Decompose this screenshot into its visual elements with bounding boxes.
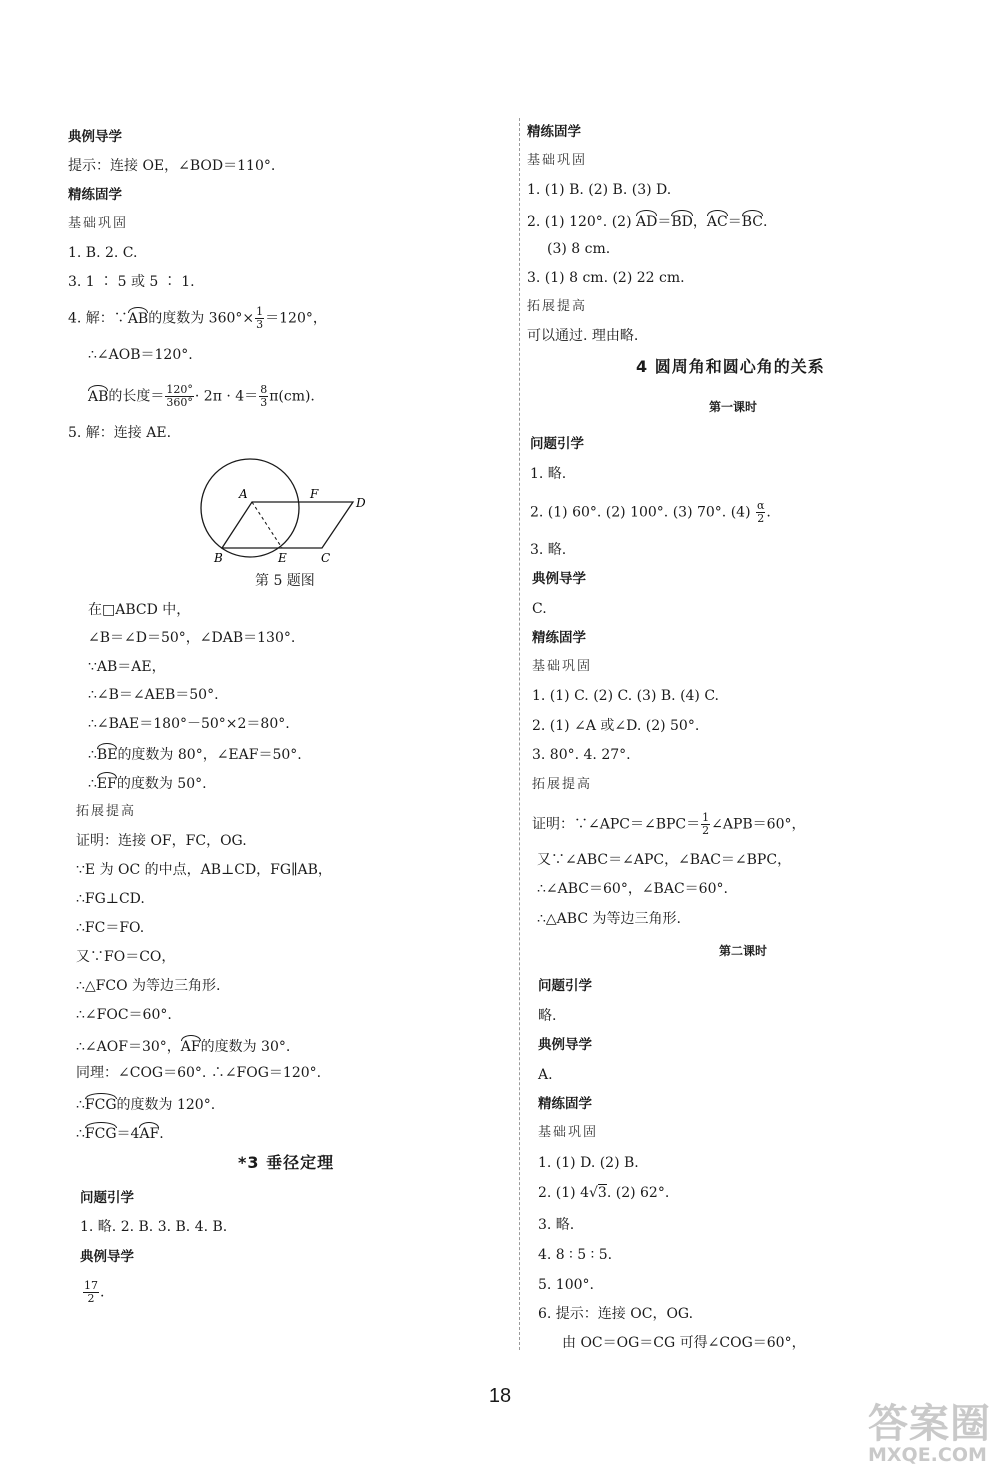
heading-wenti: 问题引学 bbox=[80, 1190, 134, 1206]
answer-line-arcs bbox=[527, 210, 767, 231]
text-span: 的度数为 30°. bbox=[200, 1039, 291, 1055]
text-span: 的度数为 120°. bbox=[116, 1097, 216, 1113]
subheading-extension: 拓展提高 bbox=[532, 777, 593, 792]
arc-symbol: AD bbox=[636, 210, 657, 231]
proof-line-arc bbox=[76, 1122, 164, 1143]
text-span: ＝ bbox=[657, 214, 672, 230]
subheading-extension: 拓展提高 bbox=[527, 299, 588, 314]
fraction bbox=[165, 384, 194, 409]
subheading-basic: 基础巩固 bbox=[532, 659, 593, 674]
answer-line: 1. 略. bbox=[530, 466, 567, 482]
proof-line: 又∵FO＝CO， bbox=[76, 949, 176, 965]
answer-line: 1. B. 2. C. bbox=[68, 245, 138, 261]
arc-symbol: AF bbox=[181, 1035, 201, 1056]
denominator: 3 bbox=[260, 396, 268, 409]
subheading-extension: 拓展提高 bbox=[76, 804, 137, 819]
text-span: 2. (1) 60°. (2) 100°. (3) 70°. (4) bbox=[530, 504, 755, 521]
text-span: . bbox=[159, 1126, 164, 1142]
heading-wenti: 问题引学 bbox=[530, 436, 584, 452]
heading-jinglian: 精练固学 bbox=[527, 124, 581, 140]
proof-line: ∴△FCO 为等边三角形. bbox=[76, 978, 221, 994]
answer-line: 1. (1) D. (2) B. bbox=[538, 1155, 639, 1171]
answer-line: 3. 略. bbox=[530, 542, 567, 558]
answer-line: 3. (1) 8 cm. (2) 22 cm. bbox=[527, 270, 685, 286]
lesson-label: 第一课时 bbox=[709, 400, 758, 414]
text-span: ＝120°， bbox=[265, 310, 327, 327]
answer-line: ∴∠AOB＝120°. bbox=[88, 347, 193, 363]
text-span: ∴∠AOF＝30°， bbox=[76, 1039, 181, 1055]
subheading-basic: 基础巩固 bbox=[527, 153, 588, 168]
label-e: E bbox=[278, 551, 287, 565]
label-a: A bbox=[239, 487, 248, 501]
proof-line: 证明：连接 OF，FC，OG. bbox=[76, 833, 247, 849]
answer-line: 可以通过. 理由略. bbox=[527, 328, 639, 344]
proof-line: 在□ABCD 中， bbox=[88, 602, 191, 618]
page-number: 18 bbox=[488, 1385, 512, 1407]
fraction bbox=[701, 812, 710, 837]
heading-dianli: 典例导学 bbox=[68, 129, 122, 145]
answer-fraction-line bbox=[82, 1280, 104, 1305]
answer-line: 6. 提示：连接 OC，OG. bbox=[538, 1306, 694, 1322]
proof-line: ∵AB＝AE， bbox=[88, 659, 166, 675]
answer-line: (3) 8 cm. bbox=[547, 241, 611, 257]
proof-line: ∴∠BAE＝180°－50°×2＝80°. bbox=[88, 716, 290, 732]
denominator: 3 bbox=[256, 318, 264, 331]
answer-line: 略. bbox=[538, 1008, 557, 1024]
dashed-segment-ae bbox=[252, 502, 282, 548]
text-span: 证明：∵∠APC＝∠BPC＝ bbox=[532, 816, 701, 833]
heading-jinglian: 精练固学 bbox=[68, 187, 122, 203]
subheading-basic: 基础巩固 bbox=[538, 1125, 599, 1140]
text-span: . bbox=[762, 214, 768, 230]
answer-line: 由 OC＝OG＝CG 可得∠COG＝60°， bbox=[562, 1335, 806, 1351]
column-divider bbox=[519, 118, 520, 1350]
sqrt-icon: √ bbox=[589, 1185, 598, 1201]
fraction bbox=[259, 384, 268, 409]
text-span: 的度数为 50°. bbox=[116, 776, 207, 792]
text-span: π(cm). bbox=[269, 388, 315, 405]
heading-wenti: 问题引学 bbox=[538, 978, 592, 994]
text-span: ＝4 bbox=[116, 1126, 140, 1142]
arc-symbol: AB bbox=[128, 307, 148, 328]
text-span: 的度数为 80°，∠EAF＝50°. bbox=[117, 747, 302, 763]
answer-line: 3. 略. bbox=[538, 1217, 575, 1233]
text-span: · 2π · 4＝ bbox=[194, 388, 259, 405]
answer-line: C. bbox=[532, 601, 547, 617]
numerator: 120° bbox=[166, 383, 193, 396]
arc-symbol: AF bbox=[139, 1122, 159, 1143]
text-span: ， bbox=[692, 214, 707, 230]
proof-line-arc bbox=[76, 1093, 215, 1114]
proof-line-arc bbox=[88, 743, 302, 764]
denominator: 2 bbox=[87, 1292, 95, 1305]
label-d: D bbox=[356, 496, 366, 510]
text-span: ∴ bbox=[88, 747, 97, 763]
text-span: 的长度＝ bbox=[108, 388, 165, 405]
radicand: 3 bbox=[597, 1185, 607, 1201]
heading-dianli: 典例导学 bbox=[532, 571, 586, 587]
answer-line-fraction bbox=[530, 500, 771, 525]
proof-line-arc bbox=[76, 1035, 290, 1056]
arc-symbol: BD bbox=[671, 210, 693, 231]
proof-line: 同理：∠COG＝60°. ∴∠FOG＝120°. bbox=[76, 1065, 322, 1081]
denominator: 2 bbox=[757, 512, 765, 525]
answer-line-sqrt bbox=[538, 1184, 669, 1202]
answer-line: 1. 略. 2. B. 3. B. 4. B. bbox=[80, 1219, 228, 1235]
fraction bbox=[83, 1280, 99, 1305]
heading-jinglian: 精练固学 bbox=[532, 630, 586, 646]
answer-line: 5. 解：连接 AE. bbox=[68, 425, 172, 441]
answer-line: 3. 1 ∶ 5 或 5 ∶ 1. bbox=[68, 274, 195, 290]
text-span: ＝ bbox=[727, 214, 742, 230]
text-span: 2. (1) 4 bbox=[538, 1185, 589, 1201]
heading-dianli: 典例导学 bbox=[538, 1037, 592, 1053]
subheading-basic: 基础巩固 bbox=[68, 216, 129, 231]
answer-line: 1. (1) C. (2) C. (3) B. (4) C. bbox=[532, 688, 720, 704]
answer-line: 4. 8 ∶ 5 ∶ 5. bbox=[538, 1247, 613, 1263]
proof-line-arc bbox=[88, 772, 207, 793]
answer-line: 5. 100°. bbox=[538, 1277, 594, 1293]
denominator: 360° bbox=[166, 396, 193, 409]
figure-caption: 第 5 题图 bbox=[255, 573, 315, 589]
section-title-chuijing: *3 垂径定理 bbox=[238, 1153, 335, 1172]
label-f: F bbox=[310, 487, 319, 501]
numerator: 17 bbox=[84, 1279, 98, 1292]
proof-line: 又∵∠ABC＝∠APC，∠BAC＝∠BPC， bbox=[537, 852, 792, 868]
proof-line: ∠B＝∠D＝50°，∠DAB＝130°. bbox=[88, 630, 296, 646]
text-span: ∴ bbox=[88, 776, 97, 792]
label-c: C bbox=[321, 551, 331, 565]
denominator: 2 bbox=[702, 824, 710, 837]
text-span: ∴ bbox=[76, 1097, 85, 1113]
text-span: ∴ bbox=[76, 1126, 85, 1142]
label-b: B bbox=[214, 551, 223, 565]
geometry-figure bbox=[190, 458, 380, 568]
answer-line: A. bbox=[538, 1067, 553, 1083]
answer-line: 3. 80°. 4. 27°. bbox=[532, 747, 631, 763]
text-span: . bbox=[766, 504, 771, 521]
proof-line: ∴∠FOC＝60°. bbox=[76, 1007, 172, 1023]
proof-line: ∴FG⊥CD. bbox=[76, 891, 145, 907]
proof-line: ∵E 为 OC 的中点，AB⊥CD，FG∥AB， bbox=[76, 862, 332, 878]
proof-line: ∴FC＝FO. bbox=[76, 920, 145, 936]
watermark bbox=[862, 1392, 1000, 1471]
fraction bbox=[255, 306, 264, 331]
watermark-url: MXQE.COM bbox=[868, 1444, 987, 1466]
text-span: 2. (1) 120°. (2) bbox=[527, 214, 636, 230]
arc-symbol: EF bbox=[97, 772, 117, 793]
arc-symbol: AB bbox=[88, 385, 108, 406]
proof-line: ∴∠B＝∠AEB＝50°. bbox=[88, 687, 219, 703]
text-span: ∠APB＝60°， bbox=[711, 816, 806, 833]
numerator: 1 bbox=[256, 305, 264, 318]
parallelogram-shape bbox=[222, 502, 353, 548]
answer-line: 1. (1) B. (2) B. (3) D. bbox=[527, 182, 672, 198]
answer-line: 2. (1) ∠A 或∠D. (2) 50°. bbox=[532, 718, 700, 734]
text-line: 提示：连接 OE，∠BOD＝110°. bbox=[68, 158, 276, 174]
text-span: . bbox=[100, 1284, 105, 1301]
numerator: α bbox=[756, 499, 765, 512]
section-title-yuanzhoujiao: 4 圆周角和圆心角的关系 bbox=[636, 357, 825, 376]
watermark-logo: 答案圈 bbox=[868, 1401, 991, 1447]
arc-symbol: AC bbox=[707, 210, 728, 231]
proof-line: ∴△ABC 为等边三角形. bbox=[537, 911, 681, 927]
numerator: 8 bbox=[260, 383, 268, 396]
circle-shape bbox=[201, 459, 299, 557]
proof-line: ∴∠ABC＝60°，∠BAC＝60°. bbox=[537, 881, 728, 897]
answer-line-arc-length bbox=[88, 384, 315, 409]
numerator: 1 bbox=[702, 811, 710, 824]
arc-symbol: BC bbox=[742, 210, 763, 231]
proof-line-fraction bbox=[532, 812, 806, 837]
lesson-label: 第二课时 bbox=[719, 944, 768, 958]
heading-jinglian: 精练固学 bbox=[538, 1096, 592, 1112]
arc-symbol: FCG bbox=[85, 1093, 117, 1114]
arc-symbol: BE bbox=[97, 743, 118, 764]
answer-line-q4 bbox=[68, 306, 327, 331]
text-span: . (2) 62°. bbox=[606, 1185, 670, 1201]
heading-dianli: 典例导学 bbox=[80, 1249, 134, 1265]
text-span: 4. 解：∵ bbox=[68, 310, 128, 327]
text-span: 的度数为 360°× bbox=[148, 310, 255, 327]
fraction bbox=[756, 500, 765, 525]
arc-symbol: FCG bbox=[85, 1122, 117, 1143]
